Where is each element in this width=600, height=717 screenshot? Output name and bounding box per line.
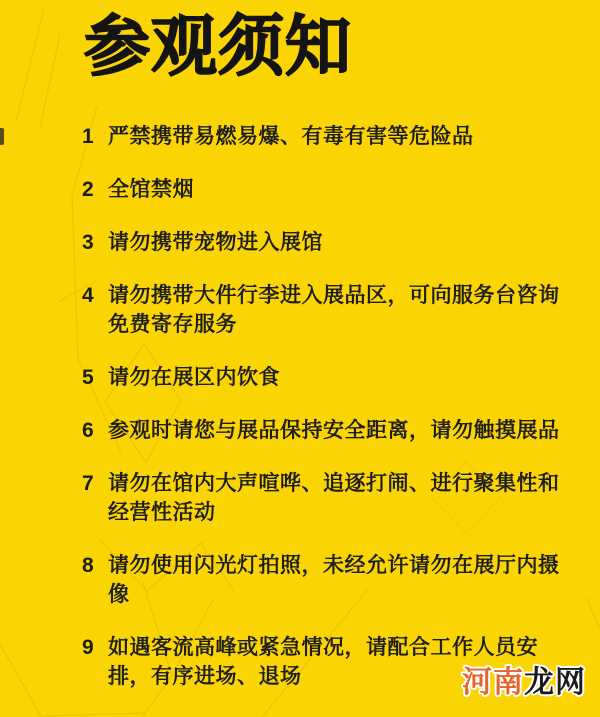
notice-text: 请勿在展区内饮食 [108,366,280,389]
notice-text: 参观时请您与展品保持安全距离，请勿触摸展品 [108,419,560,442]
notice-text: 请勿在馆内大声喧哗、追逐打闹、进行聚集性和经营性活动 [108,472,560,524]
list-item [0,363,578,392]
list-item [0,416,578,445]
list-item [0,281,578,339]
watermark-logo [462,666,586,700]
notice-text: 请勿携带宠物进入展馆 [108,231,323,254]
list-item [0,228,578,257]
notice-text: 请勿携带大件行李进入展品区，可向服务台咨询免费寄存服务 [108,284,560,336]
left-edge-artifact [0,128,4,145]
notice-number: 5 [82,366,95,389]
list-item [0,469,578,527]
watermark-part1: 河南 [462,666,524,699]
notice-number: 6 [82,419,95,442]
notice-number: 7 [82,472,95,495]
notice-number: 3 [82,231,95,254]
page-title: 参观须知 [84,9,352,83]
notice-text: 严禁携带易燃易爆、有毒有害等危险品 [108,125,474,148]
notice-text: 请勿使用闪光灯拍照，未经允许请勿在展厅内摄像 [108,554,560,606]
list-item [0,551,578,609]
list-item [0,175,578,204]
notice-text: 如遇客流高峰或紧急情况，请配合工作人员安排，有序进场、退场 [108,636,538,688]
watermark-part2: 龙网 [524,666,586,699]
notice-number: 4 [82,284,95,307]
notice-list [0,122,600,715]
notice-text: 全馆禁烟 [108,178,194,201]
notice-number: 2 [82,178,95,201]
notice-number: 1 [82,125,95,148]
notice-number: 9 [82,636,95,659]
notice-number: 8 [82,554,95,577]
list-item [0,122,578,151]
